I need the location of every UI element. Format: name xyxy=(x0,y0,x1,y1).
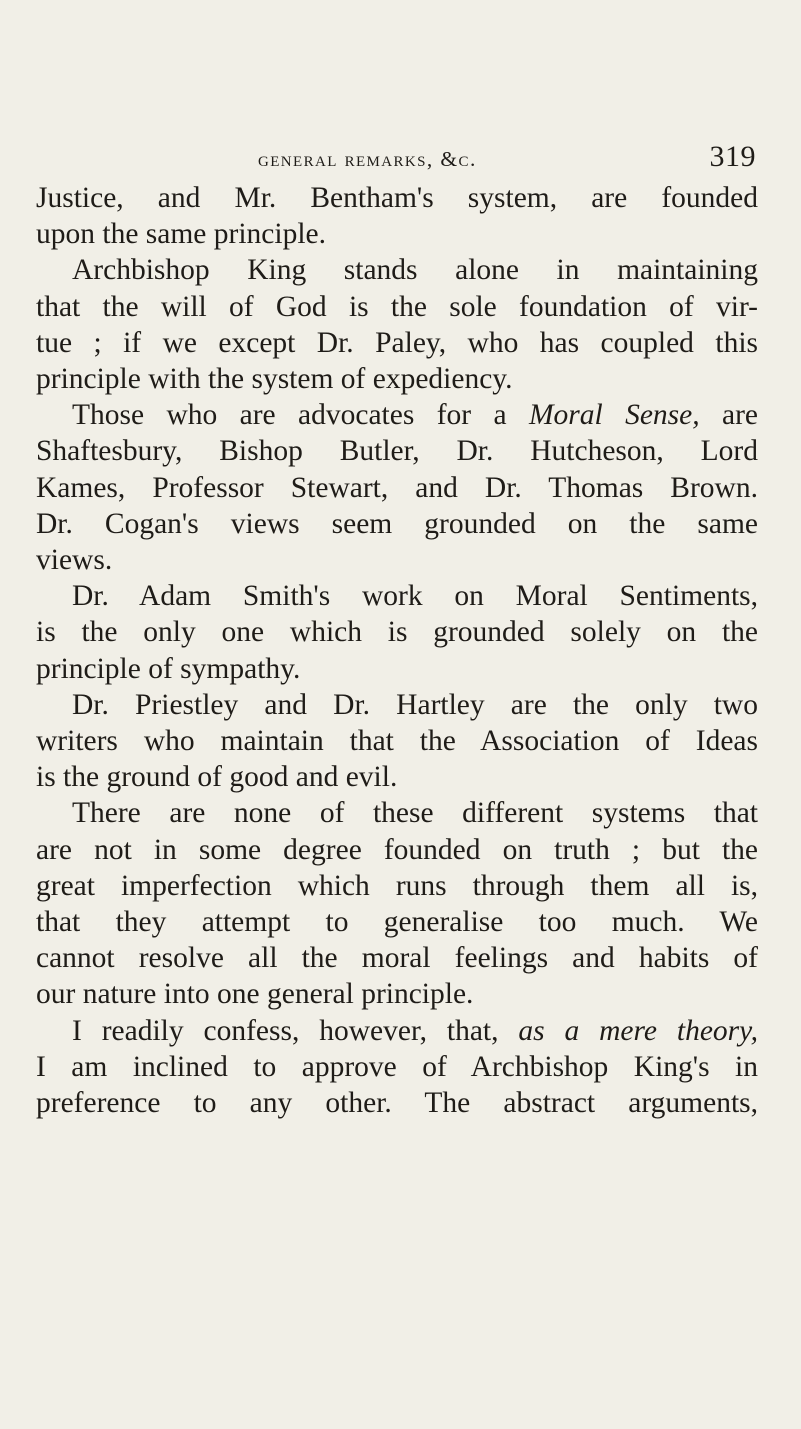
text-line: principle of sympathy. xyxy=(36,652,301,685)
text-line: Shaftesbury, Bishop Butler, Dr. Hutcheson, Lord xyxy=(36,435,758,468)
text-line: great imperfection which runs through them all is, xyxy=(36,869,758,902)
text-line: principle with the system of expediency. xyxy=(36,363,513,396)
text-line: tue ; if we except Dr. Paley, who has coupled this xyxy=(36,326,758,359)
running-head xyxy=(258,140,756,180)
text-run: I readily confess, however, that, xyxy=(72,1014,499,1047)
text-line-mixed xyxy=(36,1013,758,1049)
italic-phrase: Moral Sense, xyxy=(528,399,700,432)
text-line: I am inclined to approve of Archbishop King's in xyxy=(36,1050,758,1083)
text-line: Dr. Adam Smith's work on Moral Sentiments, xyxy=(72,580,758,613)
text-line: our nature into one general principle. xyxy=(36,978,474,1011)
text-line: writers who maintain that the Association of Ideas xyxy=(36,725,758,758)
text-line: cannot resolve all the moral feelings and habits of xyxy=(36,942,758,975)
italic-phrase: as a mere theory, xyxy=(518,1014,758,1047)
text-line: upon the same principle. xyxy=(36,218,327,251)
text-line: preference to any other. The abstract arguments, xyxy=(36,1087,758,1120)
text-line: Justice, and Mr. Bentham's system, are founded xyxy=(36,182,758,214)
page-number: 319 xyxy=(709,140,756,173)
text-line: There are none of these different systems that xyxy=(72,797,758,830)
text-line: are not in some degree founded on truth ; but the xyxy=(36,833,758,866)
text-line: is the only one which is grounded solely on the xyxy=(36,616,758,649)
text-line: that the will of God is the sole foundation of vir- xyxy=(36,290,758,323)
text-line: that they attempt to generalise too much. We xyxy=(36,906,758,939)
text-line: Archbishop King stands alone in maintaining xyxy=(72,254,758,287)
text-line: Dr. Cogan's views seem grounded on the same xyxy=(36,507,758,540)
text-line: Kames, Professor Stewart, and Dr. Thomas Brown. xyxy=(36,471,758,504)
text-line: views. xyxy=(36,544,113,577)
text-line: is the ground of good and evil. xyxy=(36,761,398,794)
running-head-title: general remarks, &c. xyxy=(258,147,477,171)
text-run: are xyxy=(722,399,759,432)
text-line-mixed xyxy=(36,397,758,433)
text-run: Those who are advocates for a xyxy=(72,399,507,432)
text-line: Dr. Priestley and Dr. Hartley are the only two xyxy=(72,688,758,721)
body-text xyxy=(36,180,758,1121)
